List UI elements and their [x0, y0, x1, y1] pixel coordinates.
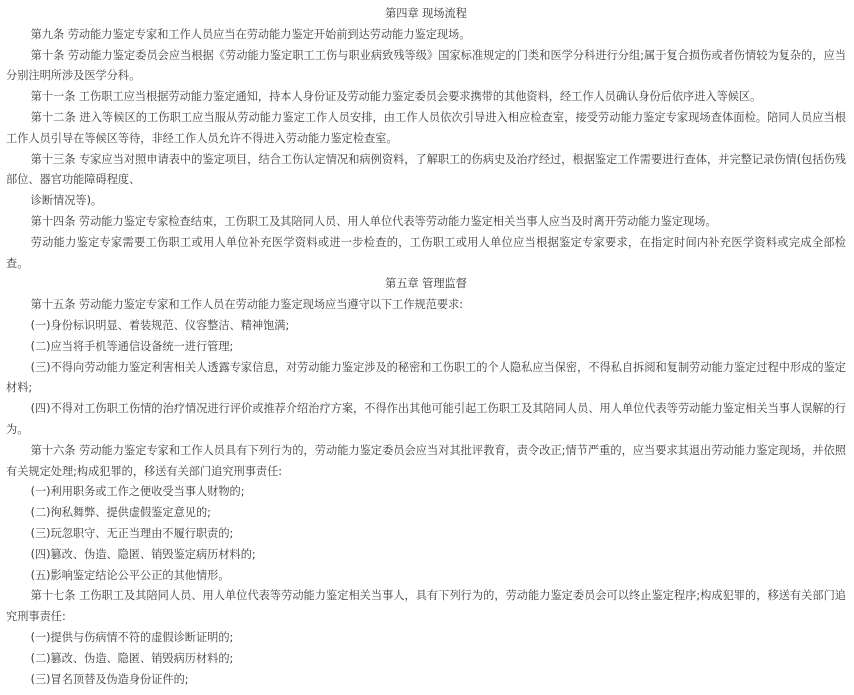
article-13-continued: 诊断情况等)。	[30, 194, 103, 208]
article-16-item-3: (三)玩忽职守、无正当理由不履行职责的;	[30, 526, 234, 540]
article-15-item-1: (一)身份标识明显、着装规范、仪容整洁、精神饱满;	[30, 318, 290, 332]
article-16: 第十六条 劳动能力鉴定专家和工作人员具有下列行为的，劳动能力鉴定委员会应当对其批评教育，责令改正;情节严重的，应当要求其退出劳动能力鉴定现场，并依照有关规定处理;构成犯罪的，移送有关部门追究刑事责任:	[6, 443, 846, 478]
article-15-item-2: (二)应当将手机等通信设备统一进行管理;	[30, 339, 234, 353]
chapter-5-title: 第五章 管理监督	[385, 277, 467, 291]
article-16-item-1: (一)利用职务或工作之便收受当事人财物的;	[30, 485, 245, 499]
article-16-item-2: (二)徇私舞弊、提供虚假鉴定意见的;	[30, 506, 211, 520]
article-14-supplement: 劳动能力鉴定专家需要工伤职工或用人单位补充医学资料或进一步检查的，工伤职工或用人单位应当根据鉴定专家要求，在指定时间内补充医学资料或完成全部检查。	[6, 235, 846, 270]
article-17-item-2: (二)篡改、伪造、隐匿、销毁病历材料的;	[30, 651, 234, 665]
article-9: 第九条 劳动能力鉴定专家和工作人员应当在劳动能力鉴定开始前到达劳动能力鉴定现场。	[30, 27, 471, 41]
article-17-item-3: (三)冒名顶替及伪造身份证件的;	[30, 672, 189, 686]
article-15-item-4: (四)不得对工伤职工伤情的治疗情况进行评价或推荐介绍治疗方案，不得作出其他可能引起工伤职工及其陪同人员、用人单位代表等劳动能力鉴定相关当事人误解的行为。	[6, 402, 846, 436]
article-16-item-4: (四)篡改、伪造、隐匿、销毁鉴定病历材料的;	[30, 547, 256, 561]
chapter-4-title: 第四章 现场流程	[385, 7, 467, 20]
article-10: 第十条 劳动能力鉴定委员会应当根据《劳动能力鉴定职工工伤与职业病致残等级》国家标准规定的门类和医学分科进行分组;属于复合损伤或者伤情较为复杂的，应当分别注明所涉及医学分科。	[6, 48, 846, 83]
article-17-item-1: (一)提供与伤病情不符的虚假诊断证明的;	[30, 630, 234, 644]
article-17: 第十七条 工伤职工及其陪同人员、用人单位代表等劳动能力鉴定相关当事人，具有下列行为的，劳动能力鉴定委员会可以终止鉴定程序;构成犯罪的，移送有关部门追究刑事责任:	[6, 589, 846, 624]
article-12: 第十二条 进入等候区的工伤职工应当服从劳动能力鉴定工作人员安排，由工作人员依次引导进入相应检查室，接受劳动能力鉴定专家现场查体面检。陪同人员应当根工作人员引导在等候区等待，非经工作人员允许不得进入劳动能力鉴定检查室。	[6, 110, 846, 145]
article-15: 第十五条 劳动能力鉴定专家和工作人员在劳动能力鉴定现场应当遵守以下工作规范要求:	[30, 298, 464, 312]
article-13: 第十三条 专家应当对照申请表中的鉴定项目，结合工伤认定情况和病例资料，了解职工的伤病史及治疗经过，根据鉴定工作需要进行查体，并完整记录伤情(包括伤残部位、器官功能障碍程度、	[6, 152, 846, 187]
article-11: 第十一条 工伤职工应当根据劳动能力鉴定通知，持本人身份证及劳动能力鉴定委员会要求携带的其他资料，经工作人员确认身份后依序进入等候区。	[30, 90, 762, 104]
article-16-item-5: (五)影响鉴定结论公平公正的其他情形。	[30, 568, 230, 582]
article-15-item-3: (三)不得向劳动能力鉴定利害相关人透露专家信息，对劳动能力鉴定涉及的秘密和工伤职工的个人隐私应当保密，不得私自拆阅和复制劳动能力鉴定过程中形成的鉴定材料;	[6, 360, 846, 395]
article-14: 第十四条 劳动能力鉴定专家检查结束，工伤职工及其陪同人员、用人单位代表等劳动能力鉴定相关当事人应当及时离开劳动能力鉴定现场。	[30, 214, 717, 228]
